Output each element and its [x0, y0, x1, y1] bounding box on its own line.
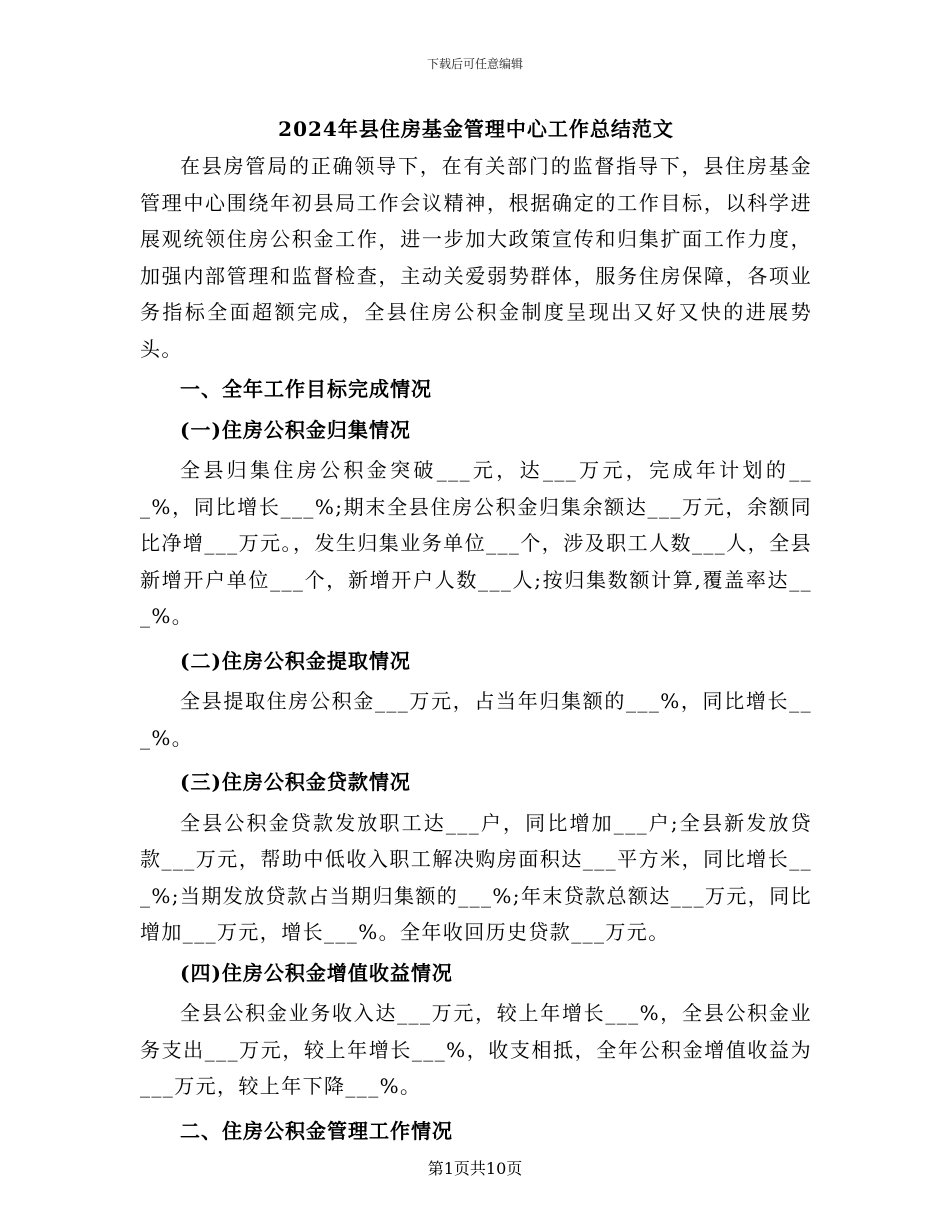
- section-heading-1: 一、全年工作目标完成情况: [180, 377, 432, 401]
- subsection-heading-1: (一)住房公积金归集情况: [180, 417, 411, 442]
- subsection-paragraph-2: 全县提取住房公积金___万元，占当年归集额的___%，同比增长___%。: [140, 689, 812, 750]
- section-heading-2: 二、住房公积金管理工作情况: [180, 1118, 453, 1143]
- subsection-heading-2: (二)住房公积金提取情况: [180, 648, 411, 673]
- document-title: 2024年县住房基金管理中心工作总结范文: [278, 117, 674, 141]
- subsection-paragraph-1: 全县归集住房公积金突破___元，达___万元，完成年计划的___%，同比增长___%;期末全县住房公积金归集余额达___万元，余额同比净增___万元。，发生归集业务单位___个，涉及职工人数___人，全县新增开户单位___个，新增开户人数___人;按归集数额计算,覆盖率达___%。: [140, 458, 812, 628]
- subsection-paragraph-4: 全县公积金业务收入达___万元，较上年增长___%，全县公积金业务支出___万元，较上年增长___%，收支相抵，全年公积金增值收益为___万元，较上年下降___%。: [140, 1001, 812, 1098]
- subsection-heading-3: (三)住房公积金贷款情况: [180, 770, 411, 794]
- page-number: 第1页共10页: [427, 1159, 523, 1178]
- subsection-heading-4: (四)住房公积金增值收益情况: [180, 960, 453, 985]
- document-body: [140, 112, 812, 1149]
- header-note: 下载后可任意编辑: [426, 57, 523, 71]
- subsection-paragraph-3: 全县公积金贷款发放职工达___户，同比增加___户;全县新发放贷款___万元，帮助中低收入职工解决购房面积达___平方米，同比增长___%;当期发放贷款占当期归集额的___%;年末贷款总额达___万元，同比增加___万元，增长___%。全年收回历史贷款___万元。: [140, 810, 812, 944]
- intro-paragraph: 在县房管局的正确领导下，在有关部门的监督指导下，县住房基金管理中心围绕年初县局工作会议精神，根据确定的工作目标，以科学进展观统领住房公积金工作，进一步加大政策宣传和归集扩面工作力度，加强内部管理和监督检查，主动关爱弱势群体，服务住房保障，各项业务指标全面超额完成，全县住房公积金制度呈现出又好又快的进展势头。: [140, 154, 812, 361]
